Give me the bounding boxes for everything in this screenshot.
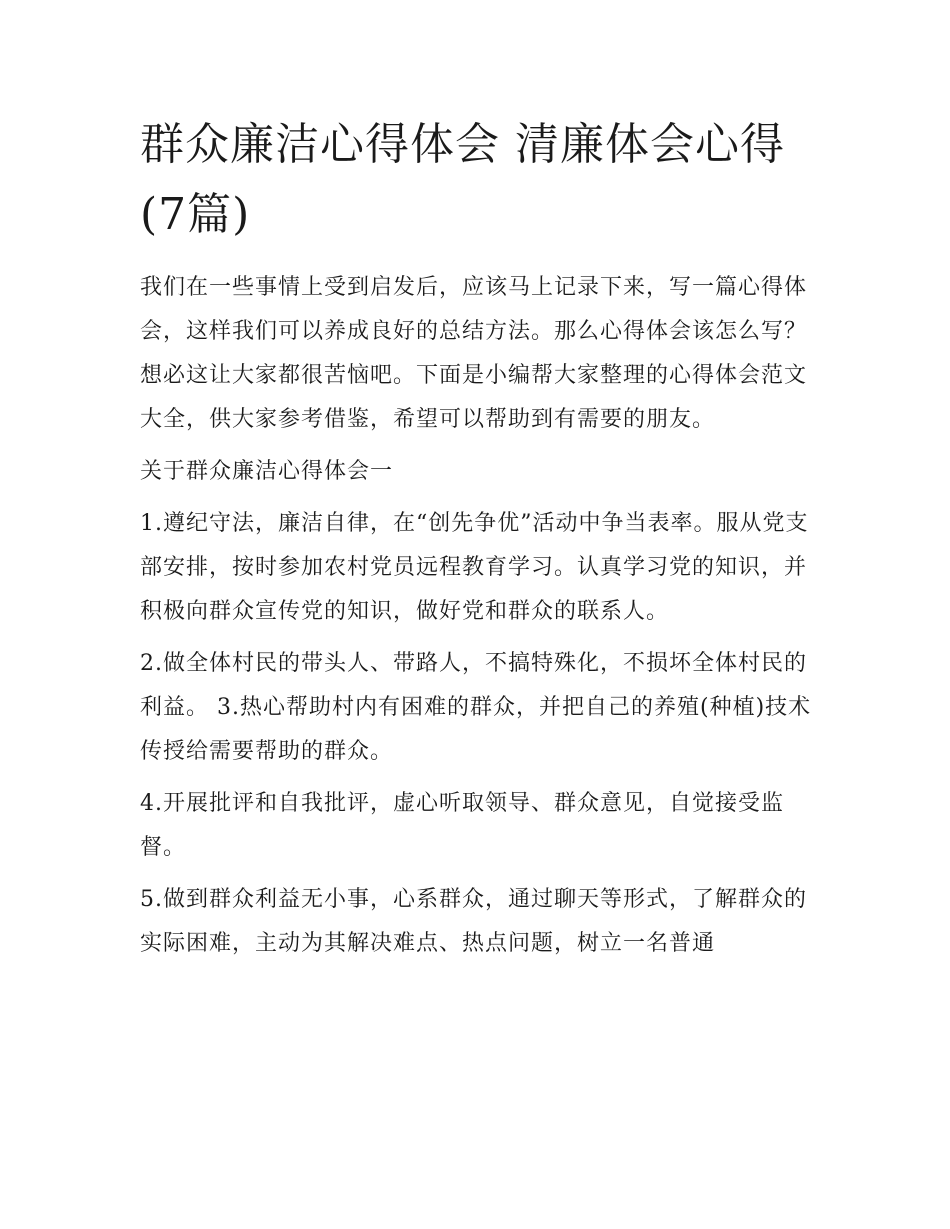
document-page <box>140 110 820 974</box>
list-item-5: 5.做到群众利益无小事，心系群众，通过聊天等形式，了解群众的实际困难，主动为其解决难点、热点问题，树立一名普通 <box>140 887 807 956</box>
list-item-2-3: 2.做全体村民的带头人、带路人，不搞特殊化，不损坏全体村民的利益。 3.热心帮助村内有困难的群众，并把自己的养殖(种植)技术传授给需要帮助的群众。 <box>140 651 812 764</box>
document-title: 群众廉洁心得体会 清廉体会心得(7篇) <box>140 119 785 240</box>
intro-paragraph: 我们在一些事情上受到启发后，应该马上记录下来，写一篇心得体会，这样我们可以养成良好的总结方法。那么心得体会该怎么写？想必这让大家都很苦恼吧。下面是小编帮大家整理的心得体会范文大全，供大家参考借鉴，希望可以帮助到有需要的朋友。 <box>140 275 808 432</box>
list-item-4: 4.开展批评和自我批评，虚心听取领导、群众意见，自觉接受监督。 <box>140 791 784 860</box>
list-item-1: 1.遵纪守法，廉洁自律，在“创先争优”活动中争当表率。服从党支部安排，按时参加农村党员远程教育学习。认真学习党的知识，并积极向群众宣传党的知识，做好党和群众的联系人。 <box>140 511 809 624</box>
section-heading: 关于群众廉洁心得体会一 <box>140 459 394 484</box>
